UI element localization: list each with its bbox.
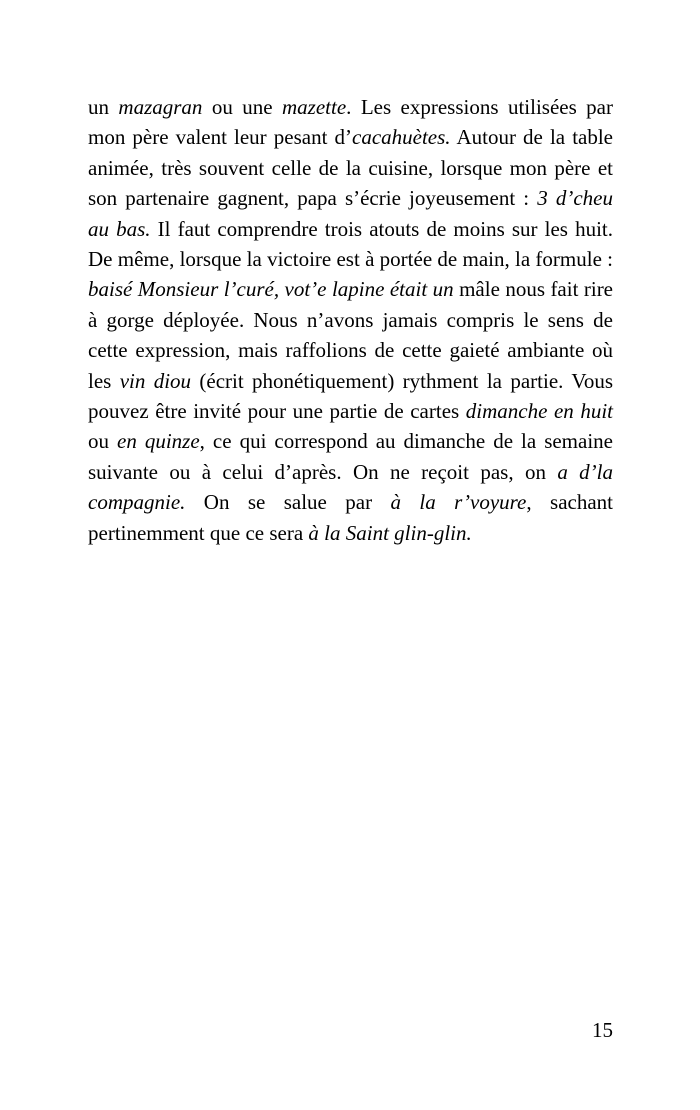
italic-segment: 3 d’cheu au bas. <box>88 186 613 241</box>
italic-segment: baisé Monsieur l’curé, vot’e lapine était un <box>88 277 454 302</box>
italic-segment: a d’la compagnie. <box>88 459 614 515</box>
text-segment: Il faut comprendre trois atouts de moins sur les huit. De même, lorsque la victoire est à portée de main, la formule : <box>88 216 613 272</box>
text-segment: Autour de la table animée, très souvent celle de la cuisine, lorsque mon père et son partenaire gagnent, papa s’écrie joyeusement : <box>88 125 614 211</box>
italic-segment: mazagran <box>118 95 203 119</box>
page-number: 15 <box>592 1018 613 1042</box>
italic-segment: vin diou <box>119 368 192 393</box>
italic-segment: en quinze <box>117 429 200 454</box>
text-segment: ou <box>88 429 118 454</box>
text-segment: . Les expressions utilisées par mon père valent leur pesant d’ <box>88 95 613 150</box>
italic-segment: cacahuètes. <box>352 125 451 150</box>
text-segment: , sachant pertinemment que ce sera <box>88 490 613 545</box>
text-segment: un <box>88 95 119 119</box>
text-segment: On se salue par <box>185 490 391 515</box>
italic-segment: dimanche en huit <box>465 399 613 424</box>
text-segment: , ce qui correspond au dimanche de la semaine suivante ou à celui d’après. On ne reçoit pas, on <box>88 429 613 484</box>
italic-segment: à la r’voyure <box>390 490 527 515</box>
italic-segment: à la Saint glin-glin. <box>308 520 472 545</box>
italic-segment: mazette <box>282 95 347 119</box>
body-paragraph <box>88 92 613 548</box>
text-segment: mâle nous fait rire à gorge déployée. Nous n’avons jamais compris le sens de cette expression, mais raffolions de cette gaieté ambiante où les <box>88 277 614 393</box>
text-segment: (écrit phonétiquement) rythment la partie. Vous pouvez être invité pour une partie de cartes <box>88 368 613 424</box>
text-segment: ou une <box>202 95 282 119</box>
